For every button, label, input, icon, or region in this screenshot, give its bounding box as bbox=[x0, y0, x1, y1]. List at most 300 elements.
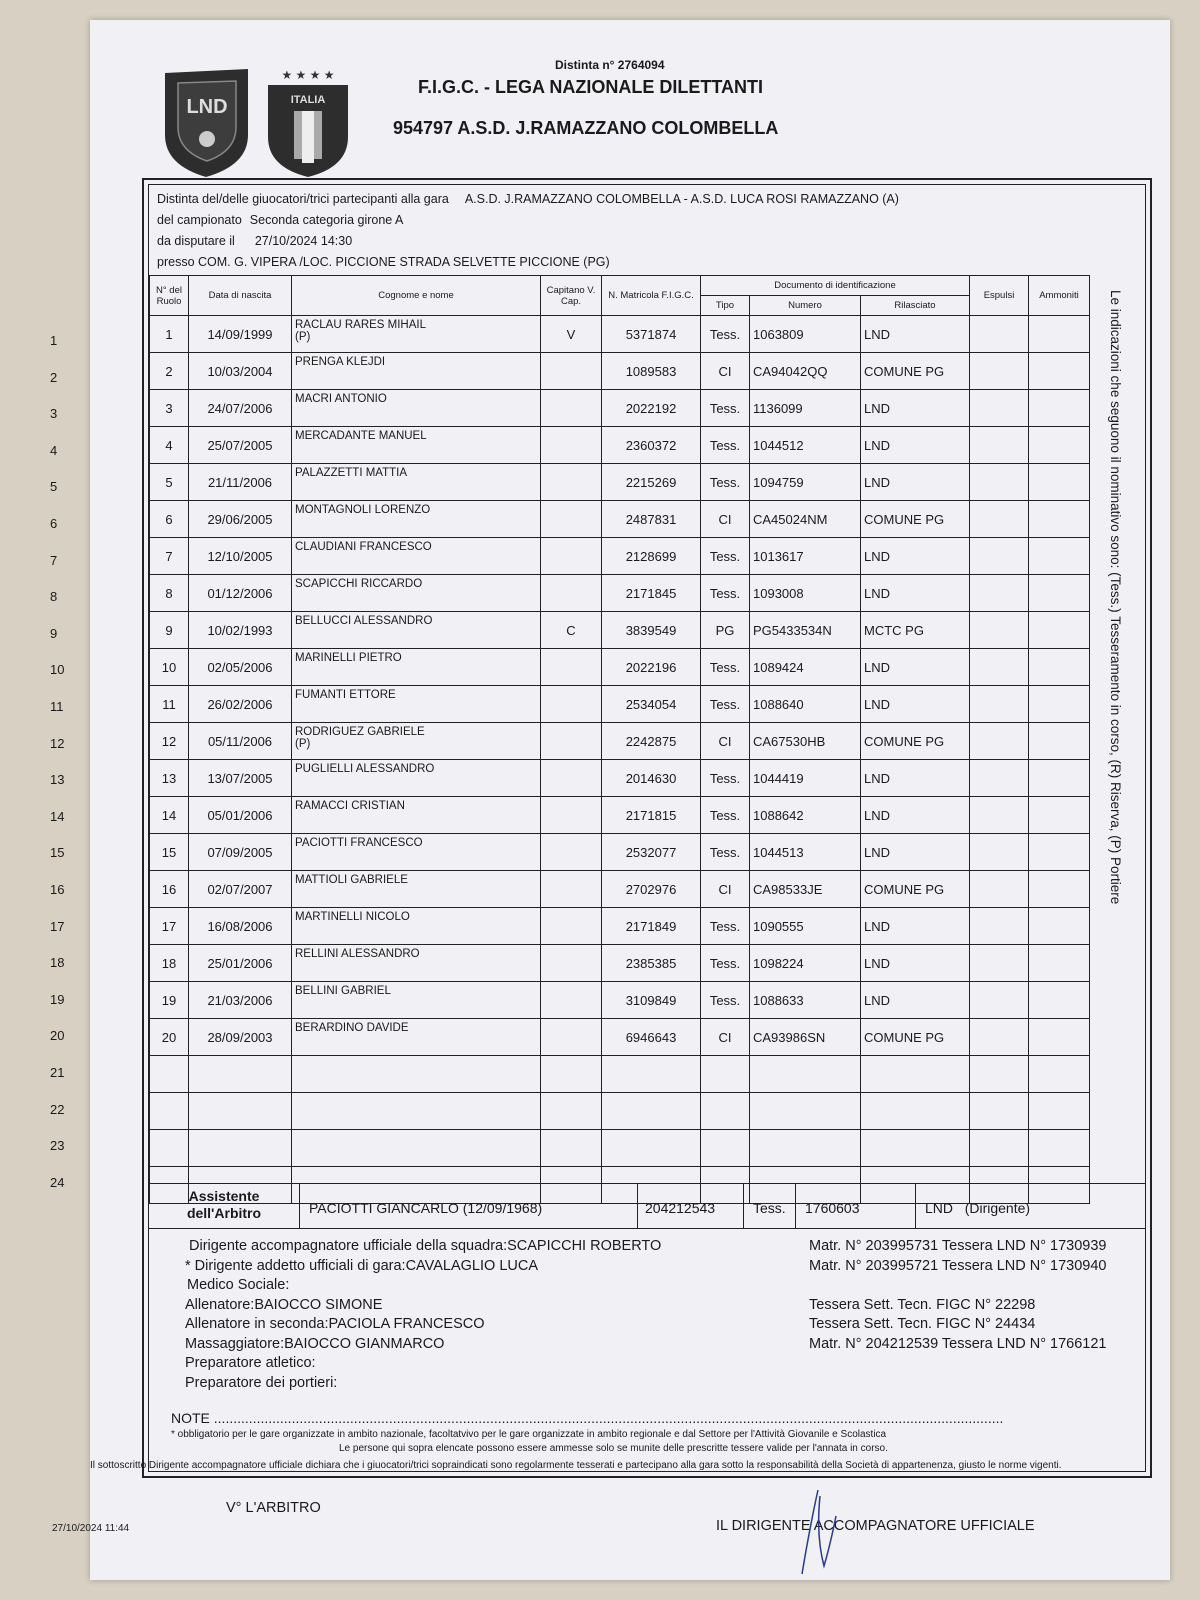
row-number: 23 bbox=[50, 1138, 65, 1154]
player-mat: 2014630 bbox=[602, 760, 701, 797]
player-ruolo bbox=[150, 1130, 189, 1167]
row-number: 18 bbox=[50, 955, 65, 971]
assistant-tipo: Tess. bbox=[753, 1200, 786, 1216]
player-ril: LND bbox=[861, 686, 970, 723]
handwritten-signature bbox=[780, 1486, 860, 1578]
player-tipo: Tess. bbox=[701, 686, 750, 723]
empty-cell bbox=[970, 390, 1029, 427]
player-mat: 2128699 bbox=[602, 538, 701, 575]
row-number: 22 bbox=[50, 1101, 65, 1117]
player-dob: 10/02/1993 bbox=[189, 612, 292, 649]
assistant-row: Assistente dell'Arbitro PACIOTTI GIANCARLO (12/09/1968) 204212543 Tess. 1760603 LND (Dirigente) bbox=[149, 1183, 1145, 1229]
empty-cell bbox=[970, 1056, 1029, 1093]
player-ruolo: 10 bbox=[150, 649, 189, 686]
empty-cell bbox=[1029, 316, 1090, 353]
assistant-label: Assistente bbox=[188, 1188, 260, 1204]
table-row bbox=[150, 1019, 1090, 1056]
empty-cell bbox=[970, 464, 1029, 501]
table-row bbox=[150, 575, 1090, 612]
player-num: 1090555 bbox=[750, 908, 861, 945]
row-number: 21 bbox=[50, 1065, 65, 1080]
empty-cell bbox=[1029, 464, 1090, 501]
row-number: 5 bbox=[50, 479, 58, 495]
empty-cell bbox=[970, 1093, 1029, 1130]
player-num: CA45024NM bbox=[750, 501, 861, 538]
player-dob: 25/07/2005 bbox=[189, 427, 292, 464]
player-num bbox=[750, 1130, 861, 1167]
player-dob: 16/08/2006 bbox=[189, 908, 292, 945]
table-row bbox=[150, 390, 1090, 427]
empty-cell bbox=[1029, 945, 1090, 982]
player-name: MACRI ANTONIO bbox=[292, 390, 541, 427]
empty-cell bbox=[1029, 723, 1090, 760]
row-number: 8 bbox=[50, 589, 58, 605]
player-num: PG5433534N bbox=[750, 612, 861, 649]
player-mat: 3109849 bbox=[602, 982, 701, 1019]
player-ril bbox=[861, 1130, 970, 1167]
empty-cell bbox=[1029, 1130, 1090, 1167]
player-mat: 2171815 bbox=[602, 797, 701, 834]
player-num: 1063809 bbox=[750, 316, 861, 353]
player-tipo: Tess. bbox=[701, 908, 750, 945]
row-number: 7 bbox=[50, 552, 58, 568]
players-table: N° del Ruolo Data di nascita Cognome e nome Capitano V. Cap. N. Matricola F.I.G.C. Documento di identificazione Espulsi Ammoniti Tipo Numero Rilasciato 1 14/09/1999 RACLAU RARES MIHAIL (P) V 5371874 Tess. 1063809 LND 2 10/03/2004 PRENGA KLEJDI 1089583 CI CA94042QQ COMUNE PG 3 24/07/2006 MACRI ANTONIO 2022192 Tess. 1136099 LND 4 25/07/2005 MERCADANTE MANUEL 2360372 Tess. 1044512 LND 5 21/11/2006 PALAZZETTI MATTIA 2215269 Tess. 1094759 LND 6 29/06/2005 MONTAGNOLI LORENZO 2487831 CI CA45024NM COMUNE PG 7 12/10/2005 CLAUDIANI FRANCESCO 2128699 Tess. 1013617 LND 8 01/12/2006 SCAPICCHI RICCARDO 2171845 Tess. 1093008 LND 9 10/02/1993 BELLUCCI ALESSANDRO C 3839549 PG PG5433534N MCTC PG 10 02/05/2006 MARINELLI PIETRO 2022196 Tess. 1089424 LND 11 26/02/2006 FUMANTI ETTORE 2534054 Tess. 1088640 LND 12 05/11/2006 RODRIGUEZ GABRIELE (P) 2242875 CI CA67530HB COMUNE PG 13 13/07/2005 PUGLIELLI ALESSANDRO 2014630 Tess. 1044419 LND 14 05/01/2006 RAMACCI CRISTIAN 2171815 Tess. 1088642 LND 15 07/09/2005 PACIOTTI FRANCESCO 2532077 Tess. 1044513 LND 16 02/07/2007 MATTIOLI GABRIELE 2702976 CI CA98533JE COMUNE PG 17 16/08/2006 MARTINELLI NICOLO 2171849 Tess. 1090555 LND 18 25/01/2006 RELLINI ALESSANDRO 2385385 Tess. 1098224 LND 19 21/03/2006 BELLINI GABRIEL 3109849 Tess. 1088633 LND 20 28/09/2003 BERARDINO DAVIDE 6946643 CI CA93986SN COMUNE PG bbox=[149, 275, 1090, 1204]
player-mat bbox=[602, 1130, 701, 1167]
player-dob: 12/10/2005 bbox=[189, 538, 292, 575]
row-number: 10 bbox=[50, 662, 65, 678]
player-tipo: CI bbox=[701, 501, 750, 538]
manager-signature-label: IL DIRIGENTE ACCOMPAGNATORE UFFICIALE bbox=[716, 1518, 1035, 1534]
player-ruolo: 18 bbox=[150, 945, 189, 982]
player-mat: 2242875 bbox=[602, 723, 701, 760]
row-number: 3 bbox=[50, 406, 58, 422]
table-row bbox=[150, 723, 1090, 760]
player-ruolo: 11 bbox=[150, 686, 189, 723]
empty-cell bbox=[970, 612, 1029, 649]
empty-cell bbox=[1029, 649, 1090, 686]
player-mat bbox=[602, 1093, 701, 1130]
empty-cell bbox=[1029, 575, 1090, 612]
player-ril: LND bbox=[861, 834, 970, 871]
empty-cell bbox=[1029, 1019, 1090, 1056]
player-dob: 28/09/2003 bbox=[189, 1019, 292, 1056]
player-dob bbox=[189, 1056, 292, 1093]
player-name: RODRIGUEZ GABRIELE (P) bbox=[292, 723, 541, 760]
row-number: 6 bbox=[50, 516, 58, 531]
table-row bbox=[150, 427, 1090, 464]
player-tipo: Tess. bbox=[701, 538, 750, 575]
table-row bbox=[150, 686, 1090, 723]
empty-cell bbox=[1029, 353, 1090, 390]
player-mat: 2022192 bbox=[602, 390, 701, 427]
player-ril: LND bbox=[861, 649, 970, 686]
player-mat: 2487831 bbox=[602, 501, 701, 538]
player-tipo: Tess. bbox=[701, 464, 750, 501]
empty-cell bbox=[1029, 760, 1090, 797]
player-cap bbox=[541, 1019, 602, 1056]
player-cap: V bbox=[541, 316, 602, 353]
player-ruolo: 15 bbox=[150, 834, 189, 871]
player-name: PACIOTTI FRANCESCO bbox=[292, 834, 541, 871]
player-tipo: PG bbox=[701, 612, 750, 649]
player-name: RACLAU RARES MIHAIL (P) bbox=[292, 316, 541, 353]
player-num: 1088640 bbox=[750, 686, 861, 723]
player-ruolo: 7 bbox=[150, 538, 189, 575]
empty-cell bbox=[970, 760, 1029, 797]
empty-cell bbox=[970, 834, 1029, 871]
player-cap bbox=[541, 760, 602, 797]
club-title: 954797 A.S.D. J.RAMAZZANO COLOMBELLA bbox=[393, 118, 779, 138]
empty-cell bbox=[970, 945, 1029, 982]
empty-cell bbox=[970, 982, 1029, 1019]
player-mat: 3839549 bbox=[602, 612, 701, 649]
player-ruolo: 5 bbox=[150, 464, 189, 501]
player-ril: MCTC PG bbox=[861, 612, 970, 649]
player-mat: 2022196 bbox=[602, 649, 701, 686]
player-cap bbox=[541, 834, 602, 871]
svg-text:LND: LND bbox=[186, 96, 228, 118]
player-ril: LND bbox=[861, 316, 970, 353]
italia-shield-icon bbox=[268, 68, 348, 177]
row-number: 16 bbox=[50, 882, 65, 897]
player-mat: 6946643 bbox=[602, 1019, 701, 1056]
player-cap bbox=[541, 538, 602, 575]
player-ril: COMUNE PG bbox=[861, 1019, 970, 1056]
row-number: 15 bbox=[50, 845, 65, 861]
player-dob: 14/09/1999 bbox=[189, 316, 292, 353]
player-mat: 2534054 bbox=[602, 686, 701, 723]
player-tipo: Tess. bbox=[701, 316, 750, 353]
empty-cell bbox=[970, 908, 1029, 945]
player-name: PALAZZETTI MATTIA bbox=[292, 464, 541, 501]
row-number: 4 bbox=[50, 442, 58, 458]
player-tipo: Tess. bbox=[701, 760, 750, 797]
assistant-name: PACIOTTI GIANCARLO (12/09/1968) bbox=[309, 1200, 543, 1216]
player-ruolo bbox=[150, 1056, 189, 1093]
player-ruolo: 2 bbox=[150, 353, 189, 390]
federation-title: F.I.G.C. - LEGA NAZIONALE DILETTANTI bbox=[418, 77, 763, 97]
player-name bbox=[292, 1093, 541, 1130]
player-dob: 10/03/2004 bbox=[189, 353, 292, 390]
table-row bbox=[150, 908, 1090, 945]
table-row bbox=[150, 945, 1090, 982]
player-name: BERARDINO DAVIDE bbox=[292, 1019, 541, 1056]
assistant-numero: 1760603 bbox=[805, 1200, 860, 1216]
player-ril: LND bbox=[861, 982, 970, 1019]
empty-cell bbox=[1029, 1093, 1090, 1130]
empty-cell bbox=[970, 1019, 1029, 1056]
distinta-number: Distinta n° 2764094 bbox=[555, 58, 665, 72]
empty-cell bbox=[1029, 686, 1090, 723]
empty-cell bbox=[1029, 501, 1090, 538]
empty-cell bbox=[970, 723, 1029, 760]
player-dob: 21/11/2006 bbox=[189, 464, 292, 501]
svg-text:ITALIA: ITALIA bbox=[290, 94, 326, 106]
player-num: CA93986SN bbox=[750, 1019, 861, 1056]
player-mat: 2385385 bbox=[602, 945, 701, 982]
table-row bbox=[150, 464, 1090, 501]
player-cap bbox=[541, 390, 602, 427]
player-cap: C bbox=[541, 612, 602, 649]
player-cap bbox=[541, 1130, 602, 1167]
table-row bbox=[150, 316, 1090, 353]
row-number: 24 bbox=[50, 1174, 65, 1190]
player-num: CA94042QQ bbox=[750, 353, 861, 390]
staff-credentials: Matr. N° 203995731 Tessera LND N° 1730939 Matr. N° 203995721 Tessera LND N° 1730940 Tessera Sett. Tecn. FIGC N° 22298 Tessera Sett. Tecn. FIGC N° 24434 Matr. N° 204212539 Tessera LND N° 1766121 bbox=[809, 1238, 1107, 1352]
empty-cell bbox=[1029, 612, 1090, 649]
empty-cell bbox=[1029, 1056, 1090, 1093]
player-ril: LND bbox=[861, 575, 970, 612]
player-cap bbox=[541, 501, 602, 538]
player-dob: 07/09/2005 bbox=[189, 834, 292, 871]
table-row bbox=[150, 834, 1090, 871]
player-ruolo: 16 bbox=[150, 871, 189, 908]
player-cap bbox=[541, 945, 602, 982]
player-ril: COMUNE PG bbox=[861, 871, 970, 908]
player-ril: LND bbox=[861, 760, 970, 797]
empty-cell bbox=[970, 316, 1029, 353]
row-number: 19 bbox=[50, 991, 65, 1007]
player-cap bbox=[541, 575, 602, 612]
player-name: BELLINI GABRIEL bbox=[292, 982, 541, 1019]
row-number: 12 bbox=[50, 735, 65, 751]
player-num: CA98533JE bbox=[750, 871, 861, 908]
empty-cell bbox=[970, 538, 1029, 575]
player-name: MATTIOLI GABRIELE bbox=[292, 871, 541, 908]
player-mat: 2171845 bbox=[602, 575, 701, 612]
player-tipo: CI bbox=[701, 353, 750, 390]
player-ril bbox=[861, 1093, 970, 1130]
empty-cell bbox=[1029, 427, 1090, 464]
player-cap bbox=[541, 686, 602, 723]
empty-cell bbox=[1029, 538, 1090, 575]
player-dob bbox=[189, 1093, 292, 1130]
document-sheet bbox=[50, 20, 1170, 1580]
player-mat: 5371874 bbox=[602, 316, 701, 353]
player-mat: 2532077 bbox=[602, 834, 701, 871]
player-num: 1088633 bbox=[750, 982, 861, 1019]
side-legend: Le indicazioni che seguono il nominativo sono: (Tess.) Tesseramento in corso, (R) Riserva, (P) Portiere bbox=[1108, 290, 1123, 905]
player-ril: LND bbox=[861, 427, 970, 464]
player-ril: LND bbox=[861, 945, 970, 982]
footnote: * obbligatorio per le gare organizzate in ambito nazionale, facoltatvivo per le gare organizzate in ambito regionale e dal Settore per l'Attività Giovanile e Scolastica bbox=[171, 1429, 887, 1440]
empty-cell bbox=[970, 686, 1029, 723]
player-num: 1088642 bbox=[750, 797, 861, 834]
player-name: MONTAGNOLI LORENZO bbox=[292, 501, 541, 538]
player-name: RELLINI ALESSANDRO bbox=[292, 945, 541, 982]
player-ruolo: 12 bbox=[150, 723, 189, 760]
player-cap bbox=[541, 723, 602, 760]
table-row bbox=[150, 1130, 1090, 1167]
player-tipo: CI bbox=[701, 1019, 750, 1056]
player-tipo: Tess. bbox=[701, 427, 750, 464]
table-row bbox=[150, 982, 1090, 1019]
player-ruolo: 9 bbox=[150, 612, 189, 649]
row-number: 14 bbox=[50, 808, 65, 824]
player-tipo: CI bbox=[701, 871, 750, 908]
player-ril: LND bbox=[861, 797, 970, 834]
player-ruolo: 14 bbox=[150, 797, 189, 834]
footnote-validity: Le persone qui sopra elencate possono essere ammesse solo se munite delle prescritte tessere valide per l'annata in corso. bbox=[339, 1443, 888, 1454]
svg-text:★ ★ ★ ★: ★ ★ ★ ★ bbox=[281, 68, 335, 82]
assistant-matricola: 204212543 bbox=[645, 1200, 716, 1216]
table-row bbox=[150, 538, 1090, 575]
player-ruolo bbox=[150, 1093, 189, 1130]
player-mat bbox=[602, 1056, 701, 1093]
player-num: 1013617 bbox=[750, 538, 861, 575]
player-name: BELLUCCI ALESSANDRO bbox=[292, 612, 541, 649]
player-ruolo: 6 bbox=[150, 501, 189, 538]
player-tipo: Tess. bbox=[701, 390, 750, 427]
table-row bbox=[150, 612, 1090, 649]
player-cap bbox=[541, 871, 602, 908]
player-mat: 2360372 bbox=[602, 427, 701, 464]
player-tipo: Tess. bbox=[701, 945, 750, 982]
roster-frame bbox=[142, 178, 1152, 1478]
player-ril: LND bbox=[861, 390, 970, 427]
row-number: 13 bbox=[50, 772, 65, 788]
player-ril bbox=[861, 1056, 970, 1093]
player-name: RAMACCI CRISTIAN bbox=[292, 797, 541, 834]
row-number: 2 bbox=[50, 369, 58, 385]
player-dob: 26/02/2006 bbox=[189, 686, 292, 723]
player-mat: 2702976 bbox=[602, 871, 701, 908]
player-dob: 05/01/2006 bbox=[189, 797, 292, 834]
player-cap bbox=[541, 649, 602, 686]
empty-cell bbox=[970, 353, 1029, 390]
player-name: MERCADANTE MANUEL bbox=[292, 427, 541, 464]
player-name bbox=[292, 1130, 541, 1167]
player-tipo: Tess. bbox=[701, 982, 750, 1019]
empty-cell bbox=[1029, 797, 1090, 834]
player-dob: 02/05/2006 bbox=[189, 649, 292, 686]
player-tipo bbox=[701, 1093, 750, 1130]
table-row bbox=[150, 353, 1090, 390]
player-ril: COMUNE PG bbox=[861, 353, 970, 390]
player-dob: 05/11/2006 bbox=[189, 723, 292, 760]
empty-cell bbox=[1029, 390, 1090, 427]
player-tipo: Tess. bbox=[701, 797, 750, 834]
empty-cell bbox=[970, 501, 1029, 538]
staff-list: Dirigente accompagnatore ufficiale della squadra:SCAPICCHI ROBERTO * Dirigente addetto ufficiali di gara:CAVALAGLIO LUCA Medico Sociale: Allenatore:BAIOCCO SIMONE Allenatore in seconda:PACIOLA FRANCESCO Massaggiatore:BAIOCCO GIANMARCO Preparatore atletico: Preparatore dei portieri: bbox=[185, 1238, 662, 1391]
player-ril: LND bbox=[861, 464, 970, 501]
player-tipo bbox=[701, 1130, 750, 1167]
lnd-shield-icon bbox=[165, 69, 248, 177]
empty-cell bbox=[970, 427, 1029, 464]
player-num: 1044419 bbox=[750, 760, 861, 797]
table-row bbox=[150, 1056, 1090, 1093]
empty-cell bbox=[1029, 908, 1090, 945]
table-row bbox=[150, 760, 1090, 797]
note-line: NOTE ........................................................................................................................................................................................................... bbox=[171, 1410, 1004, 1426]
declaration: Il sottoscritto Dirigente accompagnatore ufficiale dichiara che i giuocatori/trici sopraindicati sono regolarmente tesserati e partecipano alla gara sotto la responsabilità della Società di appartenenza, giusto le norme vigenti. bbox=[90, 1460, 1062, 1471]
player-ruolo: 17 bbox=[150, 908, 189, 945]
player-cap bbox=[541, 908, 602, 945]
player-cap bbox=[541, 1056, 602, 1093]
player-dob: 13/07/2005 bbox=[189, 760, 292, 797]
empty-cell bbox=[1029, 871, 1090, 908]
player-name: FUMANTI ETTORE bbox=[292, 686, 541, 723]
empty-cell bbox=[970, 649, 1029, 686]
player-tipo bbox=[701, 1056, 750, 1093]
player-mat: 1089583 bbox=[602, 353, 701, 390]
player-ril: COMUNE PG bbox=[861, 501, 970, 538]
player-ril: COMUNE PG bbox=[861, 723, 970, 760]
table-row bbox=[150, 649, 1090, 686]
player-tipo: Tess. bbox=[701, 575, 750, 612]
player-name: PUGLIELLI ALESSANDRO bbox=[292, 760, 541, 797]
player-cap bbox=[541, 427, 602, 464]
player-ril: LND bbox=[861, 538, 970, 575]
player-dob: 25/01/2006 bbox=[189, 945, 292, 982]
player-dob: 21/03/2006 bbox=[189, 982, 292, 1019]
player-tipo: Tess. bbox=[701, 649, 750, 686]
player-num: 1044513 bbox=[750, 834, 861, 871]
player-num: 1044512 bbox=[750, 427, 861, 464]
player-cap bbox=[541, 797, 602, 834]
player-ril: LND bbox=[861, 908, 970, 945]
row-number: 1 bbox=[50, 333, 58, 348]
table-row bbox=[150, 797, 1090, 834]
player-name bbox=[292, 1056, 541, 1093]
player-num: 1093008 bbox=[750, 575, 861, 612]
player-ruolo: 8 bbox=[150, 575, 189, 612]
player-dob: 29/06/2005 bbox=[189, 501, 292, 538]
player-dob: 02/07/2007 bbox=[189, 871, 292, 908]
row-number: 9 bbox=[50, 625, 58, 641]
empty-cell bbox=[970, 1130, 1029, 1167]
player-cap bbox=[541, 464, 602, 501]
player-name: MARINELLI PIETRO bbox=[292, 649, 541, 686]
player-num: CA67530HB bbox=[750, 723, 861, 760]
print-timestamp: 27/10/2024 11:44 bbox=[52, 1523, 130, 1534]
row-number: 17 bbox=[50, 918, 65, 934]
logos bbox=[160, 65, 360, 180]
player-num bbox=[750, 1093, 861, 1130]
referee-signature-label: V° L'ARBITRO bbox=[226, 1500, 321, 1516]
table-row bbox=[150, 501, 1090, 538]
player-name: SCAPICCHI RICCARDO bbox=[292, 575, 541, 612]
player-name: PRENGA KLEJDI bbox=[292, 353, 541, 390]
empty-cell bbox=[970, 871, 1029, 908]
player-dob: 01/12/2006 bbox=[189, 575, 292, 612]
player-cap bbox=[541, 353, 602, 390]
row-number: 11 bbox=[50, 699, 64, 714]
player-tipo: Tess. bbox=[701, 834, 750, 871]
player-ruolo: 13 bbox=[150, 760, 189, 797]
assistant-rilasciato: LND (Dirigente) bbox=[925, 1200, 1031, 1216]
row-number: 20 bbox=[50, 1028, 65, 1044]
player-mat: 2171849 bbox=[602, 908, 701, 945]
player-ruolo: 4 bbox=[150, 427, 189, 464]
player-dob: 24/07/2006 bbox=[189, 390, 292, 427]
player-num: 1098224 bbox=[750, 945, 861, 982]
player-num: 1136099 bbox=[750, 390, 861, 427]
empty-cell bbox=[970, 797, 1029, 834]
player-num bbox=[750, 1056, 861, 1093]
empty-cell bbox=[970, 575, 1029, 612]
player-cap bbox=[541, 1093, 602, 1130]
player-cap bbox=[541, 982, 602, 1019]
player-name: CLAUDIANI FRANCESCO bbox=[292, 538, 541, 575]
player-name: MARTINELLI NICOLO bbox=[292, 908, 541, 945]
table-row bbox=[150, 871, 1090, 908]
table-row bbox=[150, 1093, 1090, 1130]
empty-cell bbox=[1029, 834, 1090, 871]
player-tipo: CI bbox=[701, 723, 750, 760]
player-dob bbox=[189, 1130, 292, 1167]
player-ruolo: 1 bbox=[150, 316, 189, 353]
